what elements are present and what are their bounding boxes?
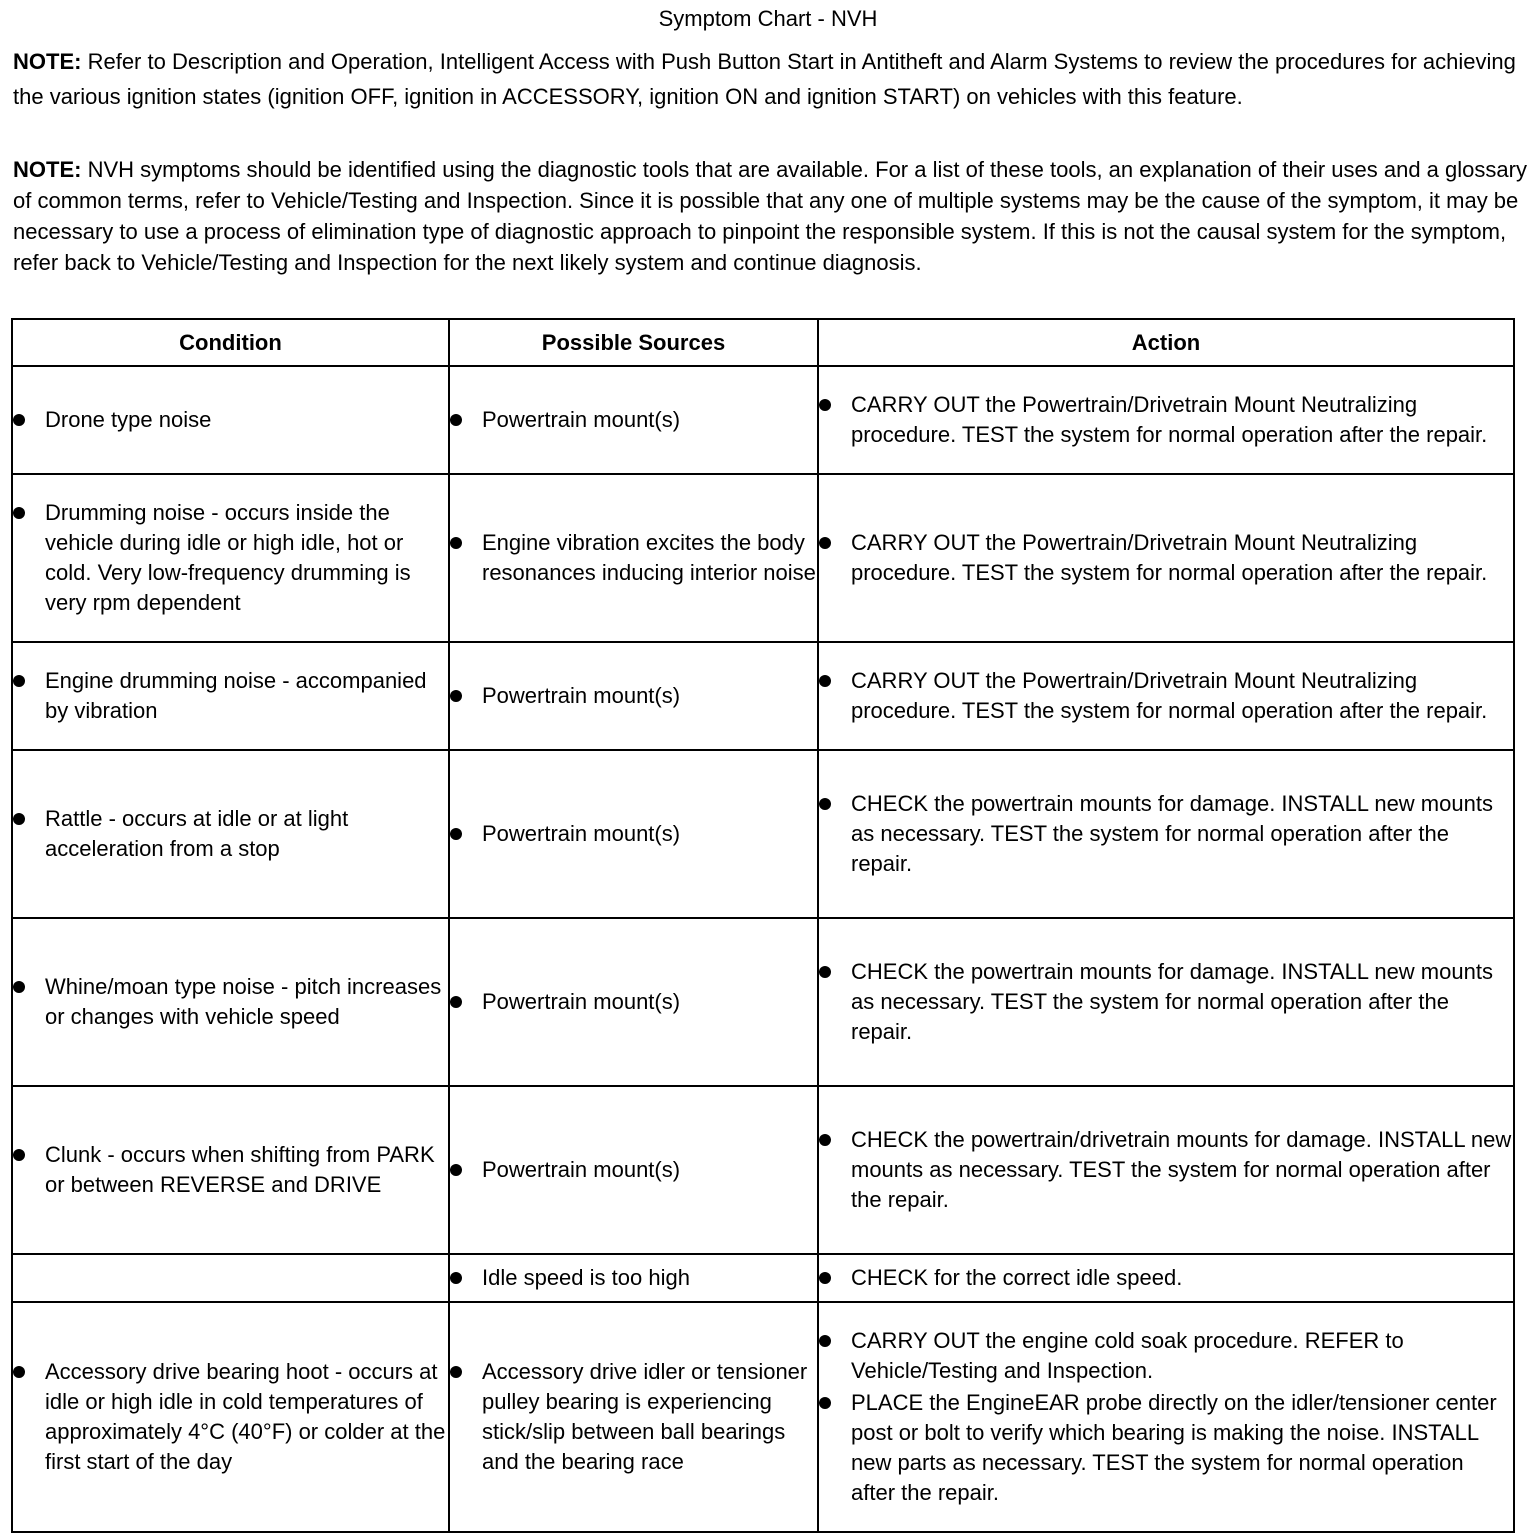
action-item: CARRY OUT the Powertrain/Drivetrain Mount Neutralizing procedure. TEST the system for normal operation after the repair. [819, 666, 1513, 726]
symptom-chart-table [11, 318, 1515, 1533]
source-item: Powertrain mount(s) [450, 405, 817, 435]
table-row [12, 750, 1514, 918]
action-item: CARRY OUT the Powertrain/Drivetrain Mount Neutralizing procedure. TEST the system for normal operation after the repair. [819, 390, 1513, 450]
source-item: Accessory drive idler or tensioner pulley bearing is experiencing stick/slip between ball bearings and the bearing race [450, 1357, 817, 1477]
action-item: CARRY OUT the Powertrain/Drivetrain Mount Neutralizing procedure. TEST the system for normal operation after the repair. [819, 528, 1513, 588]
source-item: Powertrain mount(s) [450, 987, 817, 1017]
condition-item: Rattle - occurs at idle or at light acceleration from a stop [13, 804, 448, 864]
action-cell [818, 750, 1514, 918]
source-item: Engine vibration excites the body resonances inducing interior noise [450, 528, 817, 588]
note-ignition-states [13, 44, 1528, 114]
source-cell [449, 1086, 818, 1254]
condition-cell [12, 1086, 449, 1254]
condition-cell [12, 750, 449, 918]
condition-cell [12, 366, 449, 474]
condition-item: Engine drumming noise - accompanied by vibration [13, 666, 448, 726]
action-cell [818, 1086, 1514, 1254]
table-row [12, 1086, 1514, 1254]
note-label: NOTE: [13, 157, 82, 182]
action-cell [818, 366, 1514, 474]
table-row [12, 1254, 1514, 1302]
source-cell [449, 1254, 818, 1302]
note-text: NVH symptoms should be identified using the diagnostic tools that are available. For a list of these tools, an explanation of their uses and a glossary of common terms, refer to Vehicle/Testing and Inspection. Since it is possible that any one of multiple systems may be the cause of the symptom, it may be necessary to use a process of elimination type of diagnostic approach to pinpoint the responsible system. If this is not the causal system for the symptom, refer back to Vehicle/Testing and Inspection for the next likely system and continue diagnosis. [13, 157, 1527, 275]
table-header-row [12, 319, 1514, 366]
source-cell [449, 918, 818, 1086]
condition-item: Accessory drive bearing hoot - occurs at idle or high idle in cold temperatures of approximately 4°C (40°F) or colder at the first start of the day [13, 1357, 448, 1477]
table-row [12, 366, 1514, 474]
source-cell [449, 642, 818, 750]
action-cell [818, 642, 1514, 750]
note-label: NOTE: [13, 49, 82, 74]
action-item: CHECK the powertrain mounts for damage. INSTALL new mounts as necessary. TEST the system for normal operation after the repair. [819, 957, 1513, 1047]
condition-item: Drone type noise [13, 405, 448, 435]
source-cell [449, 366, 818, 474]
condition-cell [12, 1254, 449, 1302]
table-row [12, 474, 1514, 642]
source-item: Powertrain mount(s) [450, 681, 817, 711]
condition-cell [12, 474, 449, 642]
condition-cell [12, 642, 449, 750]
condition-cell [12, 1302, 449, 1532]
action-item: CHECK the powertrain mounts for damage. INSTALL new mounts as necessary. TEST the system for normal operation after the repair. [819, 789, 1513, 879]
source-cell [449, 750, 818, 918]
condition-cell [12, 918, 449, 1086]
action-cell [818, 918, 1514, 1086]
header-possible-sources: Possible Sources [449, 319, 818, 366]
action-item: PLACE the EngineEAR probe directly on the idler/tensioner center post or bolt to verify which bearing is making the noise. INSTALL new parts as necessary. TEST the system for normal operation after the repair. [819, 1388, 1513, 1508]
action-cell [818, 1254, 1514, 1302]
condition-item: Clunk - occurs when shifting from PARK or between REVERSE and DRIVE [13, 1140, 448, 1200]
header-action: Action [818, 319, 1514, 366]
source-cell [449, 474, 818, 642]
action-item: CHECK for the correct idle speed. [819, 1263, 1513, 1293]
source-item: Powertrain mount(s) [450, 819, 817, 849]
table-row [12, 918, 1514, 1086]
action-item: CHECK the powertrain/drivetrain mounts for damage. INSTALL new mounts as necessary. TEST the system for normal operation after the repair. [819, 1125, 1513, 1215]
page-title: Symptom Chart - NVH [658, 6, 878, 31]
table-row [12, 642, 1514, 750]
condition-item: Whine/moan type noise - pitch increases or changes with vehicle speed [13, 972, 448, 1032]
action-item: CARRY OUT the engine cold soak procedure. REFER to Vehicle/Testing and Inspection. [819, 1326, 1513, 1386]
note-text: Refer to Description and Operation, Intelligent Access with Push Button Start in Antitheft and Alarm Systems to review the procedures for achieving the various ignition states (ignition OFF, ignition in ACCESSORY, ignition ON and ignition START) on vehicles with this feature. [13, 49, 1516, 109]
source-item: Powertrain mount(s) [450, 1155, 817, 1185]
action-cell [818, 474, 1514, 642]
table-row [12, 1302, 1514, 1532]
source-item: Idle speed is too high [450, 1263, 817, 1293]
condition-item: Drumming noise - occurs inside the vehicle during idle or high idle, hot or cold. Very low-frequency drumming is very rpm dependent [13, 498, 448, 618]
action-cell [818, 1302, 1514, 1532]
source-cell [449, 1302, 818, 1532]
note-nvh-diagnostics [13, 154, 1528, 278]
header-condition: Condition [12, 319, 449, 366]
